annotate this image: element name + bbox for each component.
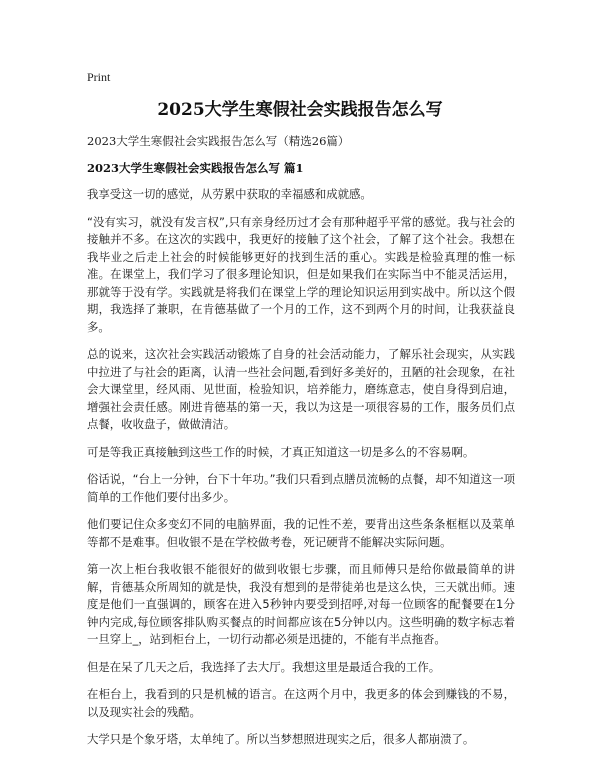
paragraph: 总的说来，这次社会实践活动锻炼了自身的社会活动能力，了解乐社会现实，从实践中拉进了与社会的距离，认清一些社会问题,看到好多美好的，丑陋的社会现象，在社会大课堂里，经风雨、见世面，检验知识，培养能力，磨练意志，使自身得到启迪，增强社会责任感。刚进肯德基的第一天，我以为这是一项很容易的工作，服务员们点点餐，收收盘子，做做清洁。 (87, 347, 515, 431)
paragraph: 可是等我正真接触到这些工作的时候，才真正知道这一切是多么的不容易啊。 (87, 444, 475, 459)
paragraph: 我享受这一切的感觉，从劳累中获取的幸福感和成就感。 (87, 187, 372, 201)
paragraph: “没有实习，就没有发言权”,只有亲身经历过才会有那种超乎平常的感觉。我与社会的接触并不多。在这次的实践中，我更好的接触了这个社会，了解了这个社会。我想在我毕业之后走上社会的时候能够更好的找到生活的重心。实践是检验真理的惟一标准。在课堂上，我们学习了很多理论知识，但是如果我们在实际当中不能灵活运用，那就等于没有学。实践就是将我们在课堂上学的理论知识运用到实战中。所以这个假期，我选择了兼职，在肯德基做了一个月的工作，这不到两个月的时间，让我获益良多。 (87, 214, 515, 334)
paragraph: 他们要记住众多变幻不同的电脑界面，我的记性不差，要背出这些条条框框以及菜单等都不是难事。但收银不是在学校做考卷，死记硬背不能解决实际问题。 (87, 517, 515, 549)
paragraph: 在柜台上，我看到的只是机械的语言。在这两个月中，我更多的体会到赚钱的不易，以及现实社会的残酷。 (87, 687, 515, 719)
document-body (87, 133, 515, 759)
section-heading: 2023大学生寒假社会实践报告怎么写 篇1 (87, 161, 304, 175)
paragraph: 大学只是个象牙塔，太单纯了。所以当梦想照进现实之后，很多人都崩溃了。 (87, 732, 475, 746)
paragraph: 但是在呆了几天之后，我选择了去大厅。我想这里是最适合我的工作。 (87, 659, 441, 674)
paragraph: 第一次上柜台我收银不能很好的做到收银七步骤，而且师傅只是给你做最简单的讲解，肯德基众所周知的就是快，我没有想到的是带徒弟也是这么快，三天就出师。速度是他们一直强调的，顾客在进入5秒钟内要受到招呼,对每一位顾客的配餐要在1分钟内完成,每位顾客排队购买餐点的时间都应该在5分钟以内。这些明确的数字标志着一旦穿上_，站到柜台上，一切行动都必须是迅捷的，不能有半点拖沓。 (87, 562, 515, 646)
document-subtitle: 2023大学生寒假社会实践报告怎么写（精选26篇） (87, 134, 350, 148)
print-link[interactable]: Print (87, 70, 111, 84)
paragraph: 俗话说，“台上一分钟，台下十年功。”我们只看到点膳员流畅的点餐，却不知道这一项简单的工作他们要付出多少。 (87, 472, 515, 504)
page-title: 2025大学生寒假社会实践报告怎么写 (157, 100, 443, 120)
